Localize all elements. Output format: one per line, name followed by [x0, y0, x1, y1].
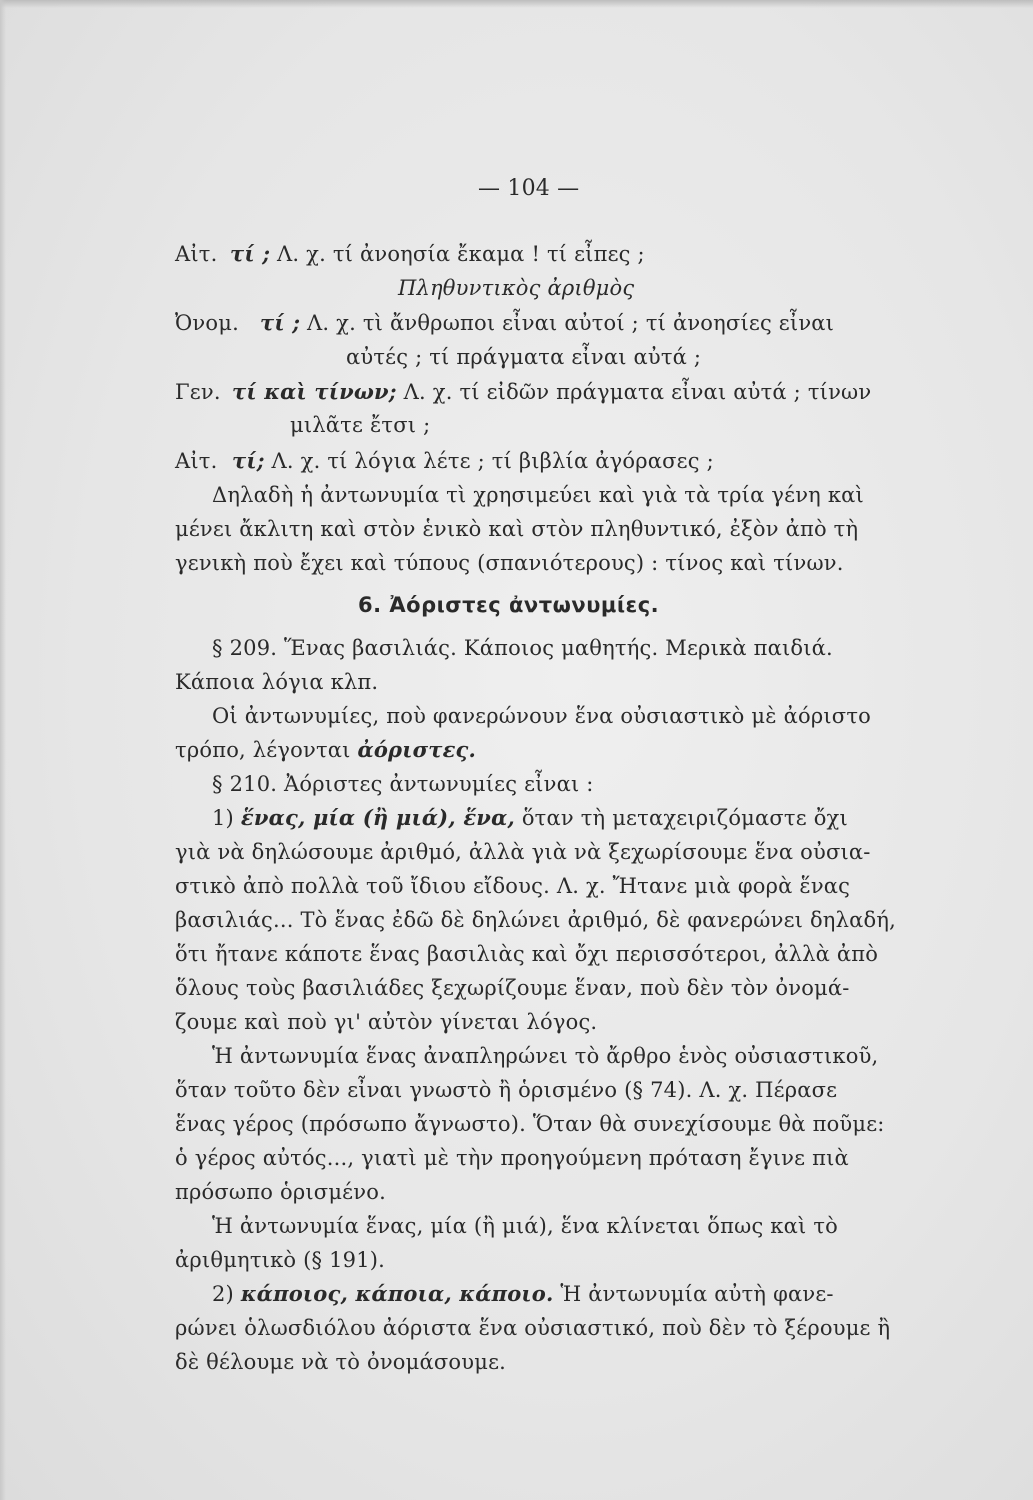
example-text: Λ. χ. τί εἰδῶν πράγματα εἶναι αὐτά ; τίνων [403, 380, 872, 404]
plural-accusative-line [232, 447, 714, 475]
pronoun-form: τί ; [260, 310, 301, 335]
note-article-line: ὅταν τοῦτο δὲν εἶναι γνωστὸ ἢ ὁρισμένο (§ 74). Λ. χ. Πέρασε [175, 1078, 838, 1102]
para-209-line-1: § 209. Ἕνας βασιλιάς. Κάποιος μαθητής. Μερικὰ παιδιά. [212, 636, 833, 660]
note-article-line: πρόσωπο ὁρισμένο. [175, 1180, 386, 1204]
example-text: Λ. χ. τί λόγια λέτε ; τί βιβλία ἀγόρασες ; [271, 449, 714, 473]
page-number: — 104 — [478, 176, 580, 201]
example-text: Λ. χ. τὶ ἄνθρωποι εἶναι αὐτοί ; τί ἀνοησίες εἶναι [307, 311, 835, 335]
defined-term: ἀόριστες. [357, 737, 477, 762]
item-1-line: βασιλιάς... Τὸ ἕνας ἐδῶ δὲ δηλώνει ἀριθμό, δὲ φανερώνει δηλαδή, [175, 908, 896, 932]
note-article-line: ἕνας γέρος (πρόσωπο ἄγνωστο). Ὅταν θὰ συνεχίσουμε θὰ ποῦμε: [175, 1112, 885, 1136]
item-1-line: ὅτι ἤτανε κάποτε ἕνας βασιλιὰς καὶ ὄχι περισσότεροι, ἀλλὰ ἀπὸ [175, 942, 879, 966]
note-article-line: ὁ γέρος αὐτός..., γιατὶ μὲ τὴν προηγούμενη πρόταση ἔγινε πιὰ [175, 1146, 849, 1170]
pronoun-form: τί ; [230, 241, 271, 266]
note-article-line: Ἡ ἀντωνυμία ἕνας ἀναπληρώνει τὸ ἄρθρο ἑνὸς οὐσιαστικοῦ, [212, 1044, 879, 1068]
definition-text: τρόπο, λέγονται [175, 738, 351, 762]
plural-number-title: Πληθυντικὸς ἀριθμὸς [398, 276, 635, 300]
case-label-accusative: Αἰτ. [175, 242, 218, 266]
item-text: ὅταν τὴ μεταχειριζόμαστε ὄχι [521, 806, 848, 830]
note-declension-line: Ἡ ἀντωνυμία ἕνας, μία (ἢ μιά), ἕνα κλίνεται ὅπως καὶ τὸ [212, 1214, 838, 1238]
plural-nominative-line-2: αὐτές ; τί πράγματα εἶναι αὐτά ; [346, 345, 702, 369]
summary-line-3: γενικὴ ποὺ ἔχει καὶ τύπους (σπανιότερους) : τίνος καὶ τίνων. [175, 551, 844, 575]
note-declension-line: ἀριθμητικὸ (§ 191). [175, 1248, 386, 1272]
plural-genitive-line-2: μιλᾶτε ἔτσι ; [290, 413, 431, 437]
item-number: 2) [212, 1282, 234, 1306]
item-1-line: στικὸ ἀπὸ πολλὰ τοῦ ἴδιου εἴδους. Λ. χ. Ἤτανε μιὰ φορὰ ἕνας [175, 874, 851, 898]
item-1-line: ζουμε καὶ ποὺ γι' αὐτὸν γίνεται λόγος. [175, 1010, 598, 1034]
section-heading: 6. Ἀόριστες ἀντωνυμίες. [358, 593, 660, 617]
pronoun-form: τί καὶ τίνων; [232, 379, 397, 404]
para-210: § 210. Ἀόριστες ἀντωνυμίες εἶναι : [212, 772, 594, 796]
definition-line-1: Οἱ ἀντωνυμίες, ποὺ φανερώνουν ἕνα οὐσιαστικὸ μὲ ἀόριστο [212, 704, 871, 728]
item-2-line: ρώνει ὁλωσδιόλου ἀόριστα ἕνα οὐσιαστικό, ποὺ δὲν τὸ ξέρουμε ἢ [175, 1316, 891, 1340]
singular-accusative-line [230, 240, 645, 268]
case-label-nominative: Ὀνομ. [175, 311, 239, 335]
para-209-line-2: Κάποια λόγια κλπ. [175, 670, 379, 694]
definition-line-2 [175, 736, 476, 764]
page-top-edge [0, 0, 1033, 8]
case-label-genitive: Γεν. [175, 380, 221, 404]
plural-nominative-line-1 [260, 309, 834, 337]
summary-line-1: Δηλαδὴ ἡ ἀντωνυμία τὶ χρησιμεύει καὶ γιὰ τὰ τρία γένη καὶ [212, 483, 864, 507]
pronoun-forms: κάποιος, κάποια, κάποιο. [240, 1281, 554, 1306]
item-number: 1) [212, 806, 234, 830]
item-1-line: γιὰ νὰ δηλώσουμε ἀριθμό, ἀλλὰ γιὰ νὰ ξεχωρίσουμε ἕνα οὐσια- [175, 840, 871, 864]
summary-line-2: μένει ἄκλιτη καὶ στὸν ἑνικὸ καὶ στὸν πληθυντικό, ἐξὸν ἀπὸ τὴ [175, 517, 859, 541]
plural-genitive-line-1 [232, 378, 871, 406]
page-left-edge [0, 0, 6, 1500]
pronoun-form: τί; [232, 448, 265, 473]
case-label-accusative-plural: Αἰτ. [175, 449, 218, 473]
item-2-line: δὲ θέλουμε νὰ τὸ ὀνομάσουμε. [175, 1350, 507, 1374]
pronoun-forms: ἕνας, μία (ἢ μιά), ἕνα, [240, 805, 515, 830]
item-1-line: ὅλους τοὺς βασιλιάδες ξεχωρίζουμε ἕναν, ποὺ δὲν τὸν ὀνομά- [175, 976, 850, 1000]
item-text: Ἡ ἀντωνυμία αὐτὴ φανε- [560, 1282, 834, 1306]
example-text: Λ. χ. τί ἀνοησία ἔκαμα ! τί εἶπες ; [277, 242, 645, 266]
item-2-first-line [212, 1280, 834, 1308]
item-1-first-line [212, 804, 848, 832]
